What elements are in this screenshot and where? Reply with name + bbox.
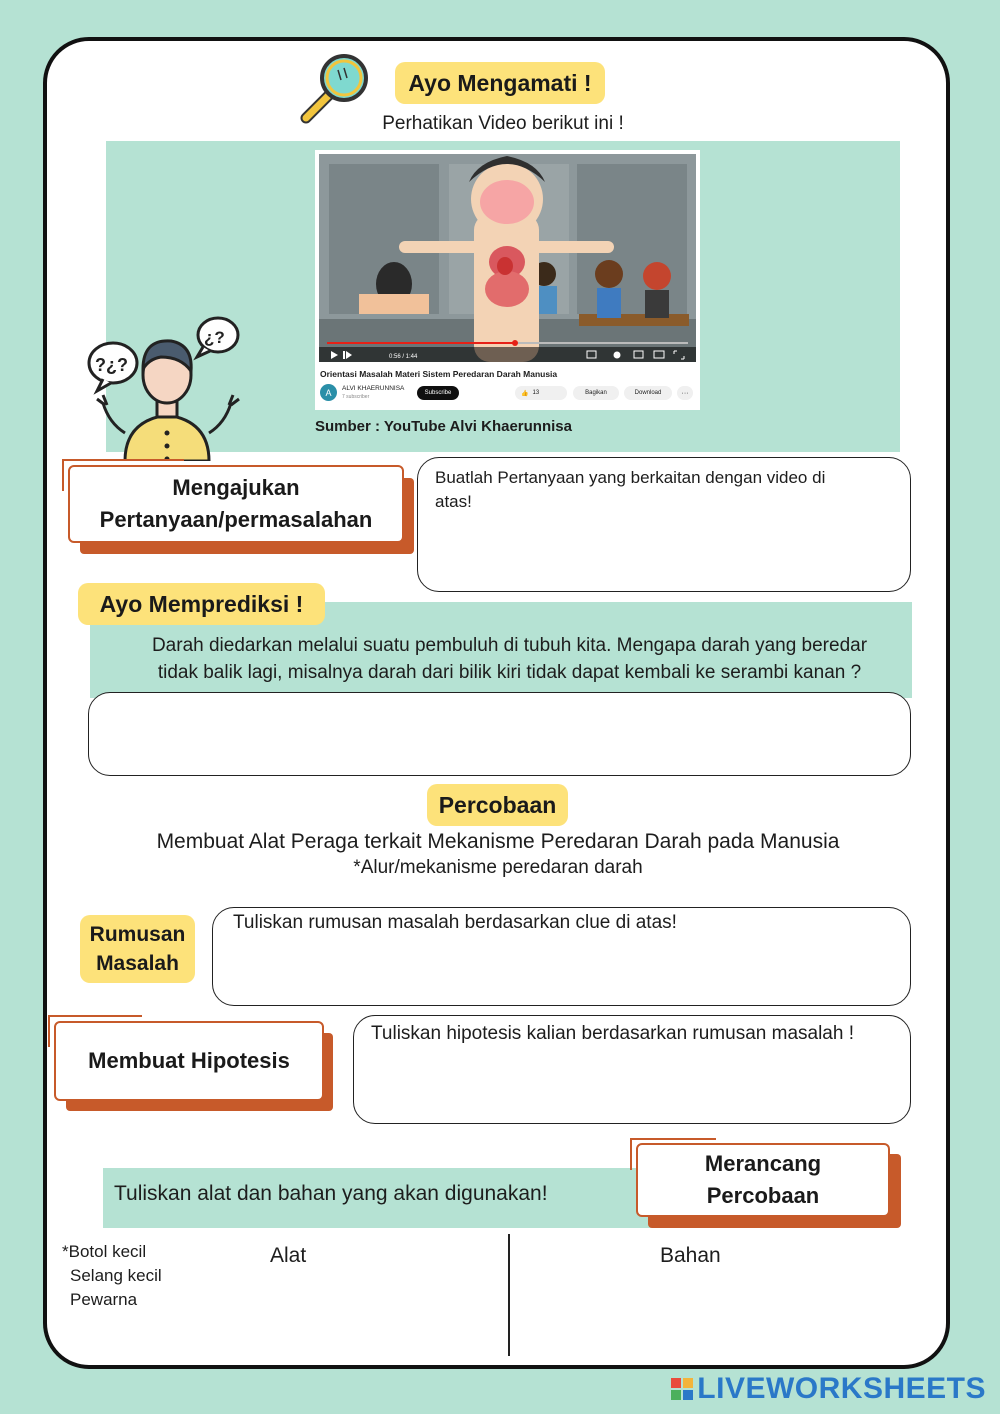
- video-source: Sumber : YouTube Alvi Khaerunnisa: [315, 418, 572, 435]
- subscribe-button[interactable]: Subscribe: [417, 386, 459, 400]
- clue-line1: *Botol kecil: [62, 1242, 147, 1261]
- hypothesis-prompt: Tuliskan hipotesis kalian berdasarkan rumusan masalah !: [371, 1023, 854, 1044]
- channel-subscribers: 7 subscriber: [342, 394, 370, 400]
- column-divider: [508, 1234, 510, 1356]
- problem-label: [80, 915, 195, 983]
- tools-column-header: Alat: [270, 1244, 307, 1267]
- more-button[interactable]: ···: [677, 386, 693, 400]
- hypothesis-answer-box[interactable]: [353, 1015, 911, 1124]
- design-label-text: [636, 1143, 890, 1217]
- materials-column-header: Bahan: [660, 1244, 721, 1267]
- brand-grid-icon: [671, 1378, 693, 1400]
- clue-line3: Pewarna: [70, 1289, 138, 1309]
- hypothesis-label-text: Membuat Hipotesis: [54, 1021, 324, 1101]
- video-frame[interactable]: [319, 154, 696, 362]
- like-count: 13: [532, 390, 540, 396]
- video-time: 0:56 / 1:44: [389, 354, 418, 360]
- design-label-line2: Percobaan: [706, 1183, 820, 1208]
- design-instruction: Tuliskan alat dan bahan yang akan digunakan!: [114, 1182, 548, 1205]
- predict-question-line2: tidak balik lagi, misalnya darah dari bilik kiri tidak dapat kembali ke serambi kanan ?: [157, 661, 862, 683]
- problem-answer-box[interactable]: [212, 907, 911, 1006]
- design-label-line1: Merancang: [704, 1151, 822, 1177]
- predict-question: [102, 633, 917, 686]
- svg-text:?¿?: ?¿?: [95, 355, 128, 375]
- download-button[interactable]: Download: [624, 386, 672, 400]
- predict-question-line1: Darah diedarkan melalui suatu pembuluh di tubuh kita. Mengapa darah yang beredar: [151, 635, 868, 656]
- video-player[interactable]: [315, 150, 700, 410]
- hypothesis-label: [46, 1013, 338, 1113]
- thumbs-up-icon: 👍: [521, 390, 529, 397]
- experiment-tag: Percobaan: [427, 784, 568, 826]
- channel-avatar[interactable]: A: [320, 384, 337, 401]
- design-label: [628, 1136, 904, 1230]
- question-prompt: Buatlah Pertanyaan yang berkaitan dengan video di atas!: [435, 468, 826, 511]
- predict-tag: Ayo Memprediksi !: [78, 583, 325, 625]
- materials-clue: [62, 1240, 162, 1311]
- question-label-text: Mengajukan Pertanyaan/permasalahan: [68, 465, 404, 543]
- video-scene: [319, 154, 696, 362]
- problem-prompt: Tuliskan rumusan masalah berdasarkan clue di atas!: [233, 912, 677, 933]
- predict-answer-box[interactable]: [88, 692, 911, 776]
- experiment-title: Membuat Alat Peraga terkait Mekanisme Peredaran Darah pada Manusia: [156, 830, 840, 853]
- brand-name: LIVEWORKSHEETS: [697, 1372, 986, 1405]
- like-button[interactable]: [515, 386, 567, 400]
- question-label: [60, 456, 420, 560]
- settings-icon: [614, 352, 621, 359]
- observe-instruction: Perhatikan Video berikut ini !: [382, 113, 624, 134]
- brand-logo: [671, 1372, 986, 1406]
- clue-line2: Selang kecil: [70, 1265, 162, 1285]
- question-answer-box[interactable]: [417, 457, 911, 592]
- experiment-subtitle: *Alur/mekanisme peredaran darah: [353, 857, 643, 878]
- confused-person-illustration: [85, 313, 245, 461]
- observe-tag: Ayo Mengamati !: [395, 62, 605, 104]
- video-title[interactable]: Orientasi Masalah Materi Sistem Peredaran Darah Manusia: [320, 369, 558, 379]
- problem-label-line2: Masalah: [96, 952, 179, 975]
- problem-label-line1: Rumusan: [89, 922, 186, 946]
- channel-name[interactable]: ALVI KHAERUNNISA: [342, 385, 405, 392]
- share-button[interactable]: Bagikan: [573, 386, 619, 400]
- svg-text:¿?: ¿?: [204, 328, 225, 347]
- video-progress: [327, 342, 515, 344]
